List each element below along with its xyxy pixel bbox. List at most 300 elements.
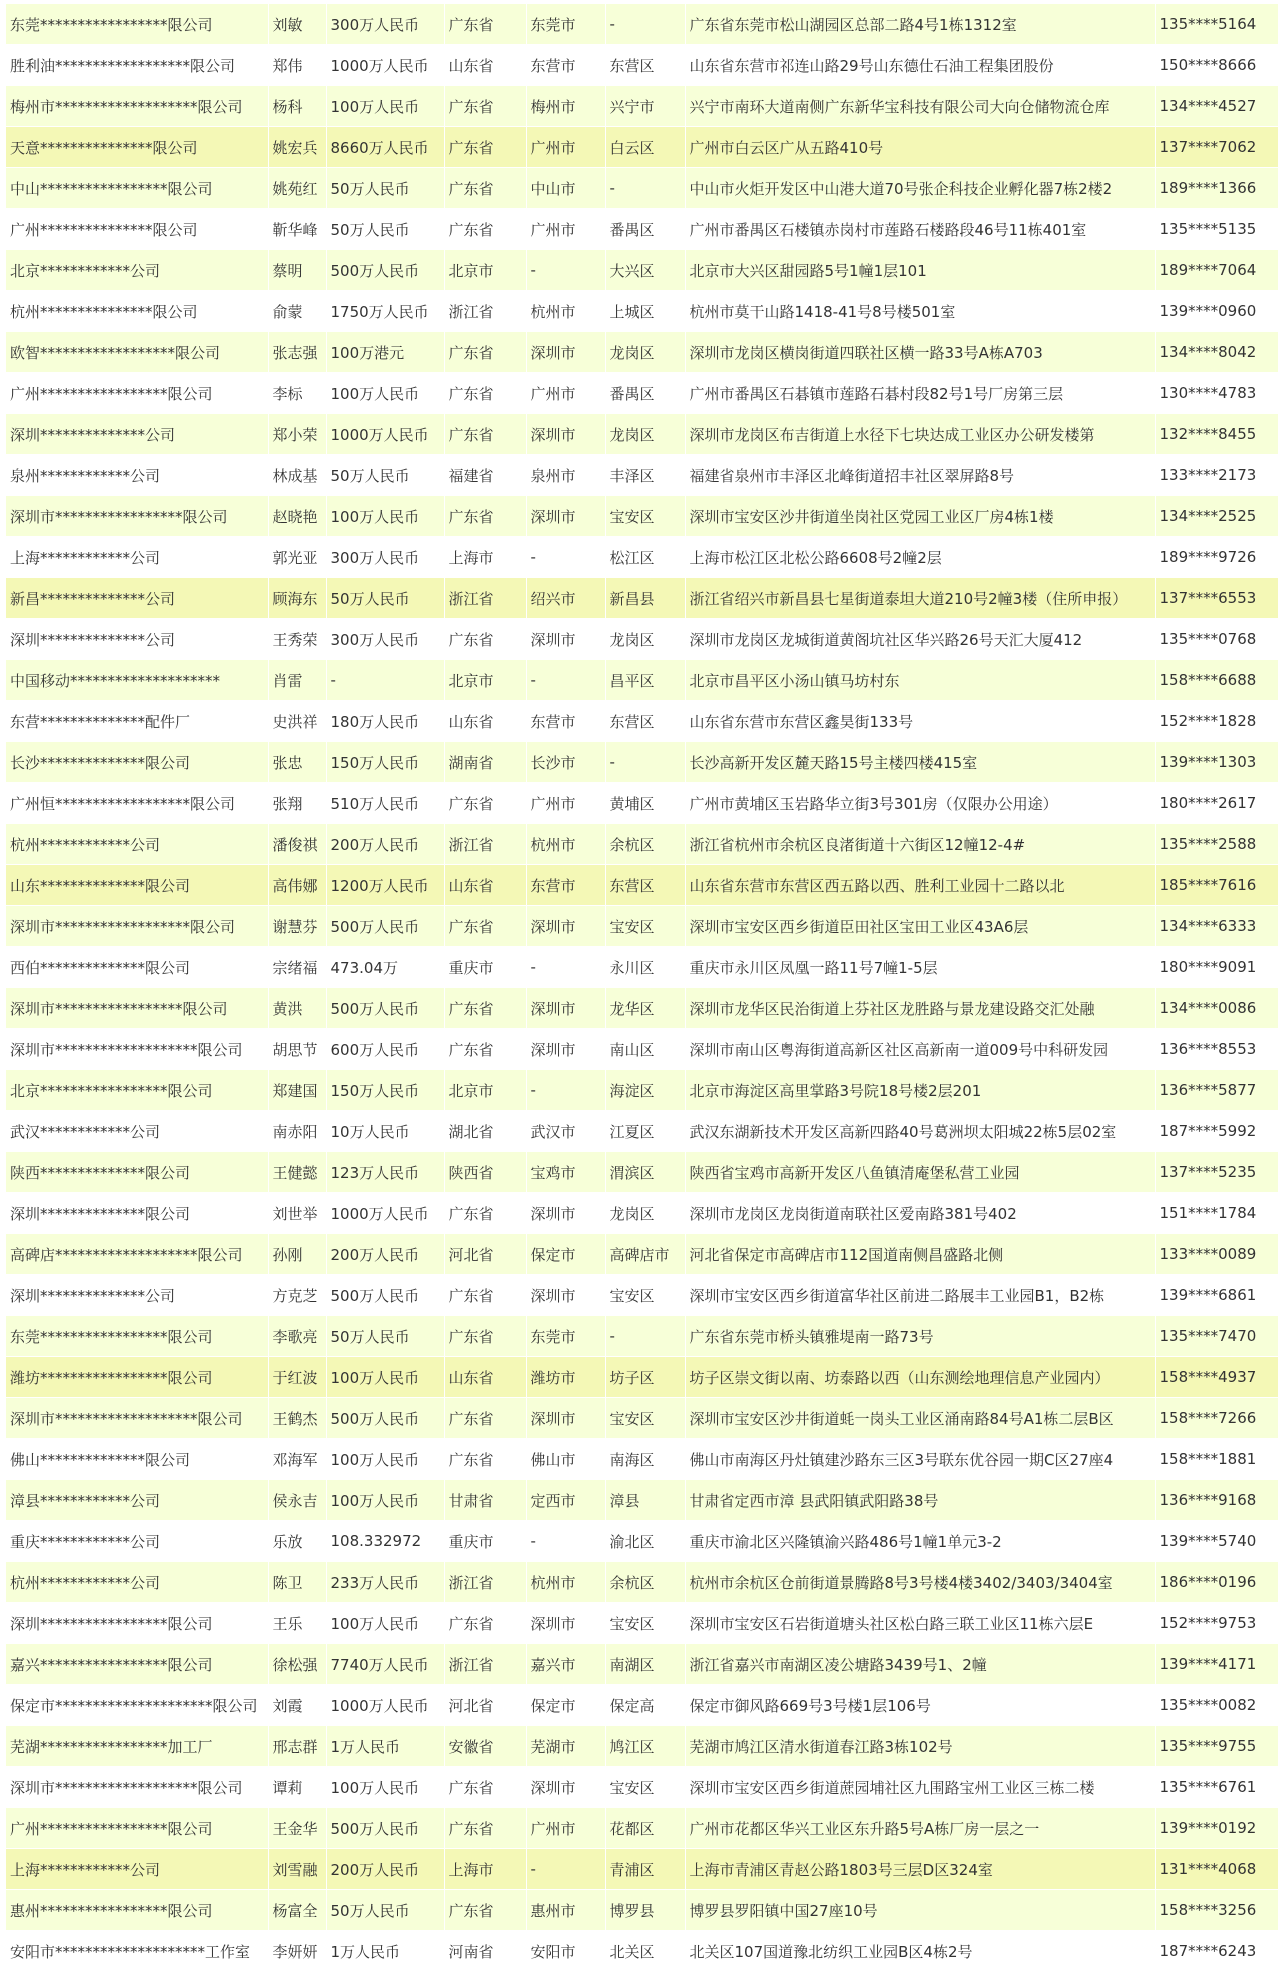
table-row bbox=[6, 209, 1278, 250]
phone-cell: 132****8455 bbox=[1155, 414, 1278, 455]
company-name-cell: 广州*****************限公司 bbox=[6, 373, 268, 414]
capital-cell: 150万人民币 bbox=[326, 1070, 444, 1111]
company-name-cell: 深圳市*****************限公司 bbox=[6, 496, 268, 537]
city-cell: 深圳市 bbox=[526, 1193, 605, 1234]
table-row bbox=[6, 1521, 1278, 1562]
city-cell: 安阳市 bbox=[526, 1931, 605, 1972]
address-cell: 广州市黄埔区玉岩路华立街3号301房（仅限办公用途） bbox=[685, 783, 1155, 824]
address-cell: 河北省保定市高碑店市112国道南侧昌盛路北侧 bbox=[685, 1234, 1155, 1275]
phone-cell: 134****2525 bbox=[1155, 496, 1278, 537]
district-cell: 博罗县 bbox=[605, 1890, 685, 1931]
city-cell: 广州市 bbox=[526, 1808, 605, 1849]
city-cell: 东营市 bbox=[526, 45, 605, 86]
capital-cell: 100万人民币 bbox=[326, 1767, 444, 1808]
phone-cell: 152****1828 bbox=[1155, 701, 1278, 742]
province-cell: 浙江省 bbox=[444, 1562, 526, 1603]
city-cell: - bbox=[526, 1070, 605, 1111]
city-cell: - bbox=[526, 250, 605, 291]
phone-cell: 135****0768 bbox=[1155, 619, 1278, 660]
company-name-cell: 杭州************公司 bbox=[6, 1562, 268, 1603]
city-cell: 武汉市 bbox=[526, 1111, 605, 1152]
district-cell: 番禺区 bbox=[605, 373, 685, 414]
province-cell: 广东省 bbox=[444, 4, 526, 45]
province-cell: 山东省 bbox=[444, 865, 526, 906]
district-cell: 宝安区 bbox=[605, 1398, 685, 1439]
company-name-cell: 深圳**************公司 bbox=[6, 414, 268, 455]
district-cell: - bbox=[605, 1316, 685, 1357]
table-row bbox=[6, 168, 1278, 209]
district-cell: 余杭区 bbox=[605, 824, 685, 865]
address-cell: 广东省东莞市桥头镇雅堤南一路73号 bbox=[685, 1316, 1155, 1357]
company-name-cell: 潍坊*****************限公司 bbox=[6, 1357, 268, 1398]
capital-cell: 200万人民币 bbox=[326, 1234, 444, 1275]
company-name-cell: 广州***************限公司 bbox=[6, 209, 268, 250]
contact-cell: 陈卫 bbox=[268, 1562, 326, 1603]
capital-cell: 1000万人民币 bbox=[326, 1685, 444, 1726]
company-name-cell: 深圳市*******************限公司 bbox=[6, 1398, 268, 1439]
city-cell: 广州市 bbox=[526, 373, 605, 414]
table-row bbox=[6, 660, 1278, 701]
capital-cell: 500万人民币 bbox=[326, 906, 444, 947]
contact-cell: 潘俊祺 bbox=[268, 824, 326, 865]
address-cell: 长沙高新开发区麓天路15号主楼四楼415室 bbox=[685, 742, 1155, 783]
table-row bbox=[6, 701, 1278, 742]
company-name-cell: 惠州*****************限公司 bbox=[6, 1890, 268, 1931]
phone-cell: 139****0192 bbox=[1155, 1808, 1278, 1849]
capital-cell: 100万港元 bbox=[326, 332, 444, 373]
phone-cell: 136****9168 bbox=[1155, 1480, 1278, 1521]
province-cell: 湖北省 bbox=[444, 1111, 526, 1152]
city-cell: 长沙市 bbox=[526, 742, 605, 783]
province-cell: 北京市 bbox=[444, 250, 526, 291]
contact-cell: 王鹤杰 bbox=[268, 1398, 326, 1439]
company-name-cell: 深圳**************限公司 bbox=[6, 1193, 268, 1234]
city-cell: - bbox=[526, 1521, 605, 1562]
province-cell: 甘肃省 bbox=[444, 1480, 526, 1521]
table-row bbox=[6, 1890, 1278, 1931]
contact-cell: 刘世举 bbox=[268, 1193, 326, 1234]
capital-cell: 7740万人民币 bbox=[326, 1644, 444, 1685]
table-row bbox=[6, 865, 1278, 906]
phone-cell: 187****5992 bbox=[1155, 1111, 1278, 1152]
table-row bbox=[6, 988, 1278, 1029]
province-cell: 广东省 bbox=[444, 1398, 526, 1439]
company-name-cell: 长沙**************限公司 bbox=[6, 742, 268, 783]
province-cell: 重庆市 bbox=[444, 1521, 526, 1562]
company-name-cell: 山东**************限公司 bbox=[6, 865, 268, 906]
contact-cell: 孙刚 bbox=[268, 1234, 326, 1275]
company-name-cell: 北京*****************限公司 bbox=[6, 1070, 268, 1111]
city-cell: 深圳市 bbox=[526, 1767, 605, 1808]
company-name-cell: 芜湖*****************加工厂 bbox=[6, 1726, 268, 1767]
table-row bbox=[6, 1603, 1278, 1644]
capital-cell: 100万人民币 bbox=[326, 496, 444, 537]
table-row bbox=[6, 1111, 1278, 1152]
city-cell: 深圳市 bbox=[526, 988, 605, 1029]
capital-cell: 10万人民币 bbox=[326, 1111, 444, 1152]
contact-cell: 高伟娜 bbox=[268, 865, 326, 906]
phone-cell: 137****7062 bbox=[1155, 127, 1278, 168]
company-name-cell: 东莞*****************限公司 bbox=[6, 1316, 268, 1357]
capital-cell: 8660万人民币 bbox=[326, 127, 444, 168]
contact-cell: 姚苑红 bbox=[268, 168, 326, 209]
phone-cell: 135****7470 bbox=[1155, 1316, 1278, 1357]
capital-cell: 150万人民币 bbox=[326, 742, 444, 783]
contact-cell: 肖雷 bbox=[268, 660, 326, 701]
district-cell: 余杭区 bbox=[605, 1562, 685, 1603]
district-cell: 宝安区 bbox=[605, 906, 685, 947]
capital-cell: 100万人民币 bbox=[326, 373, 444, 414]
address-cell: 山东省东营市东营区鑫昊街133号 bbox=[685, 701, 1155, 742]
table-row bbox=[6, 783, 1278, 824]
province-cell: 广东省 bbox=[444, 988, 526, 1029]
phone-cell: 139****1303 bbox=[1155, 742, 1278, 783]
city-cell: 东营市 bbox=[526, 701, 605, 742]
province-cell: 重庆市 bbox=[444, 947, 526, 988]
company-name-cell: 杭州***************限公司 bbox=[6, 291, 268, 332]
contact-cell: 张忠 bbox=[268, 742, 326, 783]
company-table bbox=[6, 4, 1279, 1972]
table-row bbox=[6, 455, 1278, 496]
contact-cell: 张志强 bbox=[268, 332, 326, 373]
phone-cell: 152****9753 bbox=[1155, 1603, 1278, 1644]
district-cell: 东营区 bbox=[605, 45, 685, 86]
district-cell: - bbox=[605, 4, 685, 45]
table-row bbox=[6, 1849, 1278, 1890]
contact-cell: 郭光亚 bbox=[268, 537, 326, 578]
contact-cell: 俞蒙 bbox=[268, 291, 326, 332]
district-cell: 兴宁市 bbox=[605, 86, 685, 127]
district-cell: 新昌县 bbox=[605, 578, 685, 619]
phone-cell: 135****0082 bbox=[1155, 1685, 1278, 1726]
address-cell: 上海市青浦区青赵公路1803号三层D区324室 bbox=[685, 1849, 1155, 1890]
city-cell: 深圳市 bbox=[526, 332, 605, 373]
city-cell: 广州市 bbox=[526, 209, 605, 250]
city-cell: 杭州市 bbox=[526, 824, 605, 865]
table-row bbox=[6, 127, 1278, 168]
province-cell: 山东省 bbox=[444, 45, 526, 86]
phone-cell: 158****3256 bbox=[1155, 1890, 1278, 1931]
contact-cell: 郑小荣 bbox=[268, 414, 326, 455]
contact-cell: 胡思节 bbox=[268, 1029, 326, 1070]
phone-cell: 133****2173 bbox=[1155, 455, 1278, 496]
capital-cell: 1万人民币 bbox=[326, 1931, 444, 1972]
phone-cell: 158****7266 bbox=[1155, 1398, 1278, 1439]
phone-cell: 137****5235 bbox=[1155, 1152, 1278, 1193]
capital-cell: 1000万人民币 bbox=[326, 1193, 444, 1234]
company-name-cell: 安阳市********************工作室 bbox=[6, 1931, 268, 1972]
contact-cell: 李标 bbox=[268, 373, 326, 414]
capital-cell: 1000万人民币 bbox=[326, 45, 444, 86]
contact-cell: 乐放 bbox=[268, 1521, 326, 1562]
district-cell: 黄埔区 bbox=[605, 783, 685, 824]
capital-cell: 50万人民币 bbox=[326, 578, 444, 619]
province-cell: 广东省 bbox=[444, 1193, 526, 1234]
capital-cell: 473.04万 bbox=[326, 947, 444, 988]
capital-cell: 50万人民币 bbox=[326, 1890, 444, 1931]
address-cell: 深圳市龙岗区布吉街道上水径下七块达成工业区办公研发楼第 bbox=[685, 414, 1155, 455]
province-cell: 浙江省 bbox=[444, 291, 526, 332]
contact-cell: 张翔 bbox=[268, 783, 326, 824]
district-cell: 高碑店市 bbox=[605, 1234, 685, 1275]
company-name-cell: 武汉************公司 bbox=[6, 1111, 268, 1152]
district-cell: 宝安区 bbox=[605, 496, 685, 537]
district-cell: 龙岗区 bbox=[605, 619, 685, 660]
capital-cell: 1000万人民币 bbox=[326, 414, 444, 455]
address-cell: 广东省东莞市松山湖园区总部二路4号1栋1312室 bbox=[685, 4, 1155, 45]
address-cell: 芜湖市鸠江区清水街道春江路3栋102号 bbox=[685, 1726, 1155, 1767]
province-cell: 北京市 bbox=[444, 660, 526, 701]
contact-cell: 赵晓艳 bbox=[268, 496, 326, 537]
company-name-cell: 上海************公司 bbox=[6, 537, 268, 578]
district-cell: 松江区 bbox=[605, 537, 685, 578]
company-name-cell: 重庆************公司 bbox=[6, 1521, 268, 1562]
contact-cell: 李歌亮 bbox=[268, 1316, 326, 1357]
province-cell: 广东省 bbox=[444, 1890, 526, 1931]
address-cell: 浙江省嘉兴市南湖区凌公塘路3439号1、2幢 bbox=[685, 1644, 1155, 1685]
province-cell: 山东省 bbox=[444, 1357, 526, 1398]
company-name-cell: 陕西**************限公司 bbox=[6, 1152, 268, 1193]
phone-cell: 189****7064 bbox=[1155, 250, 1278, 291]
company-name-cell: 东莞*****************限公司 bbox=[6, 4, 268, 45]
address-cell: 广州市白云区广从五路410号 bbox=[685, 127, 1155, 168]
phone-cell: 151****1784 bbox=[1155, 1193, 1278, 1234]
district-cell: 龙岗区 bbox=[605, 332, 685, 373]
phone-cell: 135****6761 bbox=[1155, 1767, 1278, 1808]
table-row bbox=[6, 1234, 1278, 1275]
city-cell: 杭州市 bbox=[526, 1562, 605, 1603]
company-name-cell: 佛山**************限公司 bbox=[6, 1439, 268, 1480]
capital-cell: 50万人民币 bbox=[326, 168, 444, 209]
phone-cell: 135****2588 bbox=[1155, 824, 1278, 865]
city-cell: 深圳市 bbox=[526, 1398, 605, 1439]
address-cell: 广州市花都区华兴工业区东升路5号A栋厂房一层之一 bbox=[685, 1808, 1155, 1849]
city-cell: 中山市 bbox=[526, 168, 605, 209]
address-cell: 深圳市龙岗区横岗街道四联社区横一路33号A栋A703 bbox=[685, 332, 1155, 373]
phone-cell: 158****1881 bbox=[1155, 1439, 1278, 1480]
city-cell: 深圳市 bbox=[526, 414, 605, 455]
company-name-cell: 保定市*********************限公司 bbox=[6, 1685, 268, 1726]
table-row bbox=[6, 537, 1278, 578]
contact-cell: 南赤阳 bbox=[268, 1111, 326, 1152]
address-cell: 杭州市余杭区仓前街道景腾路8号3号楼4楼3402/3403/3404室 bbox=[685, 1562, 1155, 1603]
contact-cell: 杨富全 bbox=[268, 1890, 326, 1931]
capital-cell: 123万人民币 bbox=[326, 1152, 444, 1193]
table-row bbox=[6, 1029, 1278, 1070]
province-cell: 广东省 bbox=[444, 1603, 526, 1644]
phone-cell: 189****9726 bbox=[1155, 537, 1278, 578]
contact-cell: 方克芝 bbox=[268, 1275, 326, 1316]
district-cell: 番禺区 bbox=[605, 209, 685, 250]
city-cell: 深圳市 bbox=[526, 619, 605, 660]
address-cell: 陕西省宝鸡市高新开发区八鱼镇清庵堡私营工业园 bbox=[685, 1152, 1155, 1193]
capital-cell: 100万人民币 bbox=[326, 1480, 444, 1521]
table-row bbox=[6, 1808, 1278, 1849]
city-cell: 东莞市 bbox=[526, 4, 605, 45]
province-cell: 广东省 bbox=[444, 1316, 526, 1357]
company-name-cell: 嘉兴*****************限公司 bbox=[6, 1644, 268, 1685]
table-row bbox=[6, 332, 1278, 373]
city-cell: 定西市 bbox=[526, 1480, 605, 1521]
district-cell: 青浦区 bbox=[605, 1849, 685, 1890]
address-cell: 重庆市永川区凤凰一路11号7幢1-5层 bbox=[685, 947, 1155, 988]
company-name-cell: 广州恒******************限公司 bbox=[6, 783, 268, 824]
company-name-cell: 北京************公司 bbox=[6, 250, 268, 291]
table-row bbox=[6, 1726, 1278, 1767]
table-row bbox=[6, 1357, 1278, 1398]
company-name-cell: 深圳市*****************限公司 bbox=[6, 988, 268, 1029]
address-cell: 上海市松江区北松公路6608号2幢2层 bbox=[685, 537, 1155, 578]
company-name-cell: 泉州************公司 bbox=[6, 455, 268, 496]
province-cell: 广东省 bbox=[444, 86, 526, 127]
district-cell: 渭滨区 bbox=[605, 1152, 685, 1193]
address-cell: 广州市番禺区石碁镇市莲路石碁村段82号1号厂房第三层 bbox=[685, 373, 1155, 414]
table-row bbox=[6, 1767, 1278, 1808]
district-cell: 坊子区 bbox=[605, 1357, 685, 1398]
province-cell: 浙江省 bbox=[444, 578, 526, 619]
city-cell: 惠州市 bbox=[526, 1890, 605, 1931]
district-cell: - bbox=[605, 742, 685, 783]
company-name-cell: 深圳**************公司 bbox=[6, 1275, 268, 1316]
district-cell: 白云区 bbox=[605, 127, 685, 168]
table-row bbox=[6, 1193, 1278, 1234]
company-name-cell: 深圳市*******************限公司 bbox=[6, 1029, 268, 1070]
table-row bbox=[6, 496, 1278, 537]
contact-cell: 徐松强 bbox=[268, 1644, 326, 1685]
province-cell: 广东省 bbox=[444, 373, 526, 414]
table-row bbox=[6, 1931, 1278, 1972]
table-row bbox=[6, 1398, 1278, 1439]
phone-cell: 187****6243 bbox=[1155, 1931, 1278, 1972]
phone-cell: 135****5135 bbox=[1155, 209, 1278, 250]
capital-cell: 233万人民币 bbox=[326, 1562, 444, 1603]
contact-cell: 于红波 bbox=[268, 1357, 326, 1398]
province-cell: 广东省 bbox=[444, 127, 526, 168]
table-row bbox=[6, 1562, 1278, 1603]
capital-cell: 300万人民币 bbox=[326, 4, 444, 45]
contact-cell: 王乐 bbox=[268, 1603, 326, 1644]
city-cell: 绍兴市 bbox=[526, 578, 605, 619]
table-row bbox=[6, 619, 1278, 660]
province-cell: 广东省 bbox=[444, 496, 526, 537]
table-row bbox=[6, 1685, 1278, 1726]
province-cell: 福建省 bbox=[444, 455, 526, 496]
province-cell: 河南省 bbox=[444, 1931, 526, 1972]
phone-cell: 135****5164 bbox=[1155, 4, 1278, 45]
district-cell: 海淀区 bbox=[605, 1070, 685, 1111]
company-name-cell: 西伯**************限公司 bbox=[6, 947, 268, 988]
phone-cell: 185****7616 bbox=[1155, 865, 1278, 906]
province-cell: 广东省 bbox=[444, 332, 526, 373]
address-cell: 北关区107国道豫北纺织工业园B区4栋2号 bbox=[685, 1931, 1155, 1972]
province-cell: 广东省 bbox=[444, 783, 526, 824]
capital-cell: 500万人民币 bbox=[326, 1808, 444, 1849]
company-name-cell: 新昌**************公司 bbox=[6, 578, 268, 619]
table-row bbox=[6, 1439, 1278, 1480]
address-cell: 浙江省杭州市余杭区良渚街道十六街区12幢12-4# bbox=[685, 824, 1155, 865]
address-cell: 北京市海淀区高里掌路3号院18号楼2层201 bbox=[685, 1070, 1155, 1111]
capital-cell: 50万人民币 bbox=[326, 455, 444, 496]
city-cell: 东莞市 bbox=[526, 1316, 605, 1357]
province-cell: 浙江省 bbox=[444, 1644, 526, 1685]
phone-cell: 180****2617 bbox=[1155, 783, 1278, 824]
contact-cell: 王秀荣 bbox=[268, 619, 326, 660]
company-name-cell: 广州*****************限公司 bbox=[6, 1808, 268, 1849]
table-row bbox=[6, 578, 1278, 619]
phone-cell: 139****5740 bbox=[1155, 1521, 1278, 1562]
address-cell: 杭州市莫干山路1418-41号8号楼501室 bbox=[685, 291, 1155, 332]
district-cell: 南湖区 bbox=[605, 1644, 685, 1685]
address-cell: 深圳市宝安区沙井街道蚝一岗头工业区涌南路84号A1栋二层B区 bbox=[685, 1398, 1155, 1439]
phone-cell: 136****8553 bbox=[1155, 1029, 1278, 1070]
city-cell: - bbox=[526, 537, 605, 578]
company-name-cell: 深圳**************公司 bbox=[6, 619, 268, 660]
address-cell: 博罗县罗阳镇中国27座10号 bbox=[685, 1890, 1155, 1931]
capital-cell: 300万人民币 bbox=[326, 537, 444, 578]
table-row bbox=[6, 86, 1278, 127]
contact-cell: 史洪祥 bbox=[268, 701, 326, 742]
address-cell: 佛山市南海区丹灶镇建沙路东三区3号联东优谷园一期C区27座4 bbox=[685, 1439, 1155, 1480]
capital-cell: 180万人民币 bbox=[326, 701, 444, 742]
city-cell: 佛山市 bbox=[526, 1439, 605, 1480]
district-cell: 鸠江区 bbox=[605, 1726, 685, 1767]
phone-cell: 137****6553 bbox=[1155, 578, 1278, 619]
city-cell: 深圳市 bbox=[526, 1275, 605, 1316]
district-cell: 保定高 bbox=[605, 1685, 685, 1726]
province-cell: 广东省 bbox=[444, 168, 526, 209]
capital-cell: 1万人民币 bbox=[326, 1726, 444, 1767]
address-cell: 深圳市南山区粤海街道高新区社区高新南一道009号中科研发园 bbox=[685, 1029, 1155, 1070]
address-cell: 北京市大兴区甜园路5号1幢1层101 bbox=[685, 250, 1155, 291]
table-row bbox=[6, 906, 1278, 947]
phone-cell: 135****9755 bbox=[1155, 1726, 1278, 1767]
province-cell: 广东省 bbox=[444, 1767, 526, 1808]
phone-cell: 134****0086 bbox=[1155, 988, 1278, 1029]
address-cell: 甘肃省定西市漳 县武阳镇武阳路38号 bbox=[685, 1480, 1155, 1521]
province-cell: 河北省 bbox=[444, 1685, 526, 1726]
district-cell: 东营区 bbox=[605, 865, 685, 906]
district-cell: 南海区 bbox=[605, 1439, 685, 1480]
capital-cell: 500万人民币 bbox=[326, 1275, 444, 1316]
contact-cell: 靳华峰 bbox=[268, 209, 326, 250]
district-cell: 南山区 bbox=[605, 1029, 685, 1070]
address-cell: 深圳市宝安区石岩街道塘头社区松白路三联工业区11栋六层E bbox=[685, 1603, 1155, 1644]
phone-cell: 180****9091 bbox=[1155, 947, 1278, 988]
address-cell: 深圳市宝安区西乡街道蔗园埔社区九围路宝州工业区三栋二楼 bbox=[685, 1767, 1155, 1808]
company-name-cell: 杭州************公司 bbox=[6, 824, 268, 865]
address-cell: 深圳市宝安区西乡街道臣田社区宝田工业区43A6层 bbox=[685, 906, 1155, 947]
city-cell: 潍坊市 bbox=[526, 1357, 605, 1398]
capital-cell: 200万人民币 bbox=[326, 1849, 444, 1890]
district-cell: 昌平区 bbox=[605, 660, 685, 701]
contact-cell: 刘敏 bbox=[268, 4, 326, 45]
district-cell: 北关区 bbox=[605, 1931, 685, 1972]
district-cell: 上城区 bbox=[605, 291, 685, 332]
table-row bbox=[6, 742, 1278, 783]
address-cell: 山东省东营市东营区西五路以西、胜利工业园十二路以北 bbox=[685, 865, 1155, 906]
city-cell: 宝鸡市 bbox=[526, 1152, 605, 1193]
contact-cell: 邢志群 bbox=[268, 1726, 326, 1767]
address-cell: 中山市火炬开发区中山港大道70号张企科技企业孵化器7栋2楼2 bbox=[685, 168, 1155, 209]
district-cell: 丰泽区 bbox=[605, 455, 685, 496]
table-row bbox=[6, 824, 1278, 865]
district-cell: - bbox=[605, 168, 685, 209]
table-row bbox=[6, 1152, 1278, 1193]
address-cell: 兴宁市南环大道南侧广东新华宝科技有限公司大向仓储物流仓库 bbox=[685, 86, 1155, 127]
city-cell: 梅州市 bbox=[526, 86, 605, 127]
company-name-cell: 深圳*****************限公司 bbox=[6, 1603, 268, 1644]
table-row bbox=[6, 291, 1278, 332]
